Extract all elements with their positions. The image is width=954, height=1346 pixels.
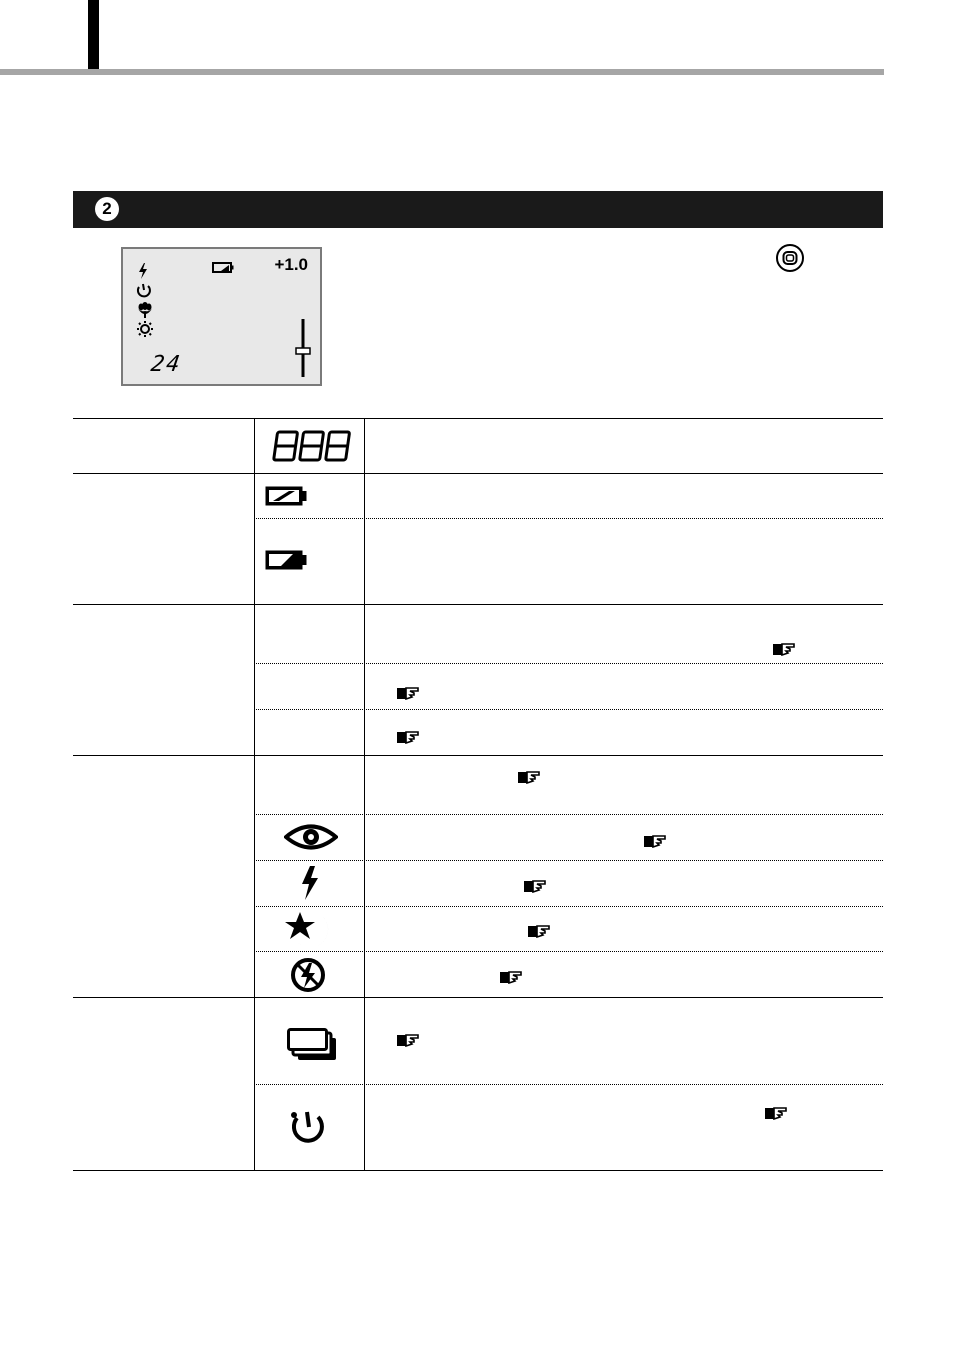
macro-icon: [136, 302, 154, 318]
header-bar-vertical: [88, 0, 99, 74]
self-timer-icon: [135, 282, 153, 298]
row-divider: [254, 814, 883, 815]
table-rule: [73, 473, 883, 474]
table-rule: [73, 997, 883, 998]
night-scene-icon: [284, 910, 332, 948]
reference-pointer-icon: [499, 968, 523, 984]
row-divider: [254, 860, 883, 861]
row-divider: [254, 709, 883, 710]
table-rule: [73, 604, 883, 605]
frame-counter-icon: [270, 429, 352, 463]
flash-off-icon: [289, 957, 327, 993]
exposure-value: +1.0: [274, 255, 308, 274]
reference-pointer-icon: [527, 922, 551, 938]
reference-pointer-icon: [772, 640, 796, 656]
reference-pointer-icon: [517, 768, 541, 784]
column-divider: [364, 418, 365, 1170]
reference-pointer-icon: [643, 832, 667, 848]
lcd-panel: [121, 247, 322, 386]
row-divider: [254, 1084, 883, 1085]
section-header: [73, 191, 883, 228]
battery-full-icon: [264, 485, 308, 507]
self-timer-icon: [288, 1110, 330, 1144]
sun-icon: [136, 321, 154, 337]
table-rule: [73, 418, 883, 419]
frame-count: 24: [149, 352, 184, 377]
reference-pointer-icon: [764, 1104, 788, 1120]
header-rule: [0, 69, 884, 75]
red-eye-icon: [284, 822, 338, 852]
flash-icon: [137, 263, 149, 279]
reference-pointer-icon: [396, 1031, 420, 1047]
row-divider: [254, 518, 883, 519]
reference-pointer-icon: [396, 684, 420, 700]
reference-pointer-icon: [396, 728, 420, 744]
table-rule: [73, 1170, 883, 1171]
display-button-icon: [775, 243, 805, 273]
section-number: 2: [95, 197, 119, 221]
column-divider: [254, 418, 255, 1170]
exposure-scale-icon: [293, 319, 313, 379]
table-rule: [73, 755, 883, 756]
row-divider: [254, 906, 883, 907]
reference-pointer-icon: [523, 877, 547, 893]
row-divider: [254, 663, 883, 664]
sequential-shooting-icon: [287, 1028, 339, 1062]
row-divider: [254, 951, 883, 952]
battery-low-icon: [264, 549, 308, 571]
battery-low-icon: [212, 262, 234, 273]
flash-icon: [298, 866, 322, 900]
